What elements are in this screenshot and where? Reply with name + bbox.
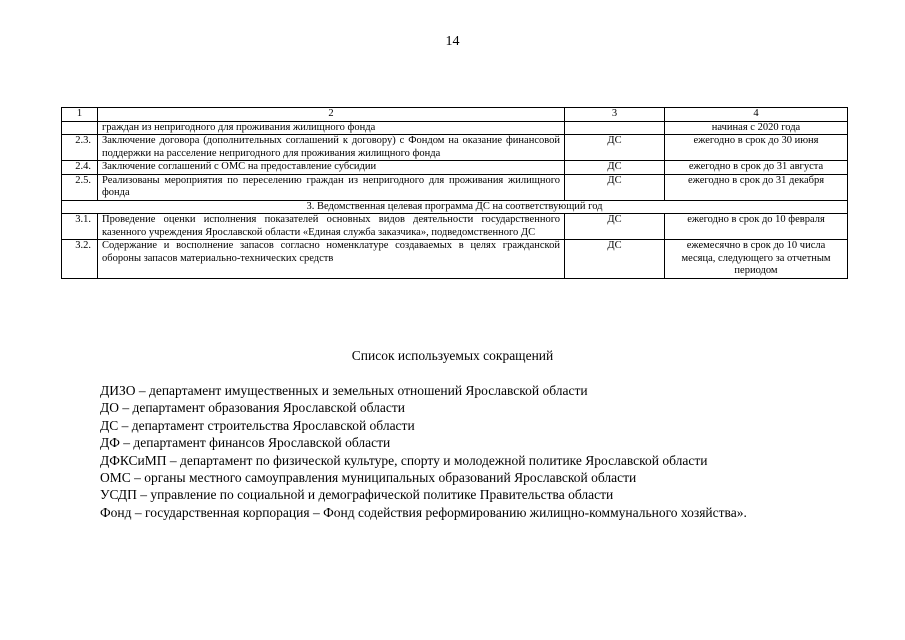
row-task: Заключение договора (дополнительных соглашений к договору) с Фондом на оказание финансовой поддержки на расселение непригодного для проживания жилищного фонда (98, 135, 565, 161)
table-header-row (62, 108, 848, 122)
abbreviations-list (100, 382, 890, 521)
abbreviation-item: ДФКСиМП – департамент по физической культуре, спорту и молодежной политике Ярославской области (100, 452, 708, 468)
abbreviation-item: ОМС – органы местного самоуправления муниципальных образований Ярославской области (100, 470, 637, 486)
abbreviation-item: УСДП – управление по социальной и демографической политике Правительства области (100, 487, 614, 503)
row-executor: ДС (565, 174, 665, 200)
row-number (62, 121, 98, 135)
table-row (62, 135, 848, 161)
abbreviation-item: ДФ – департамент финансов Ярославской области (100, 435, 391, 451)
row-task: Реализованы мероприятия по переселению граждан из непригодного для проживания жилищного фонда (98, 174, 565, 200)
header-cell: 4 (665, 108, 848, 122)
page-number: 14 (445, 34, 460, 49)
row-deadline: ежегодно в срок до 30 июня (665, 135, 848, 161)
table-row (62, 174, 848, 200)
row-number: 3.2. (62, 240, 98, 279)
row-number: 3.1. (62, 214, 98, 240)
row-executor: ДС (565, 161, 665, 175)
row-executor: ДС (565, 135, 665, 161)
row-executor: ДС (565, 214, 665, 240)
row-deadline: ежегодно в срок до 31 декабря (665, 174, 848, 200)
row-deadline: ежемесячно в срок до 10 числа месяца, следующего за отчетным периодом (665, 240, 848, 279)
row-task: Содержание и восполнение запасов согласно номенклатуре создаваемых в целях гражданской обороны запасов материально-технических средств (98, 240, 565, 279)
row-deadline: ежегодно в срок до 31 августа (665, 161, 848, 175)
row-task: Заключение соглашений с ОМС на предоставление субсидии (98, 161, 565, 175)
row-task: Проведение оценки исполнения показателей основных видов деятельности государственного казенного учреждения Ярославской области «Единая служба заказчика», подведомственного ДС (98, 214, 565, 240)
section-title: 3. Ведомственная целевая программа ДС на соответствующий год (62, 200, 848, 214)
section-title-row (62, 200, 848, 214)
abbreviation-item: ДО – департамент образования Ярославской области (100, 400, 405, 416)
row-number: 2.3. (62, 135, 98, 161)
table-row (62, 240, 848, 279)
row-executor (565, 121, 665, 135)
header-cell: 3 (565, 108, 665, 122)
header-cell: 2 (98, 108, 565, 122)
row-task: граждан из непригодного для проживания жилищного фонда (98, 121, 565, 135)
header-cell: 1 (62, 108, 98, 122)
row-number: 2.4. (62, 161, 98, 175)
row-number: 2.5. (62, 174, 98, 200)
table-row (62, 214, 848, 240)
row-deadline: ежегодно в срок до 10 февраля (665, 214, 848, 240)
abbreviation-item: ДС – департамент строительства Ярославской области (100, 417, 415, 433)
row-executor: ДС (565, 240, 665, 279)
action-plan-table (61, 107, 848, 279)
abbreviation-item: ДИЗО – департамент имущественных и земельных отношений Ярославской области (100, 383, 588, 398)
table-row (62, 161, 848, 175)
abbreviation-item: Фонд – государственная корпорация – Фонд содействия реформированию жилищно-коммунального хозяйства». (100, 504, 747, 520)
abbreviations-title: Список используемых сокращений (351, 348, 554, 363)
table-row (62, 121, 848, 135)
row-deadline: начиная с 2020 года (665, 121, 848, 135)
